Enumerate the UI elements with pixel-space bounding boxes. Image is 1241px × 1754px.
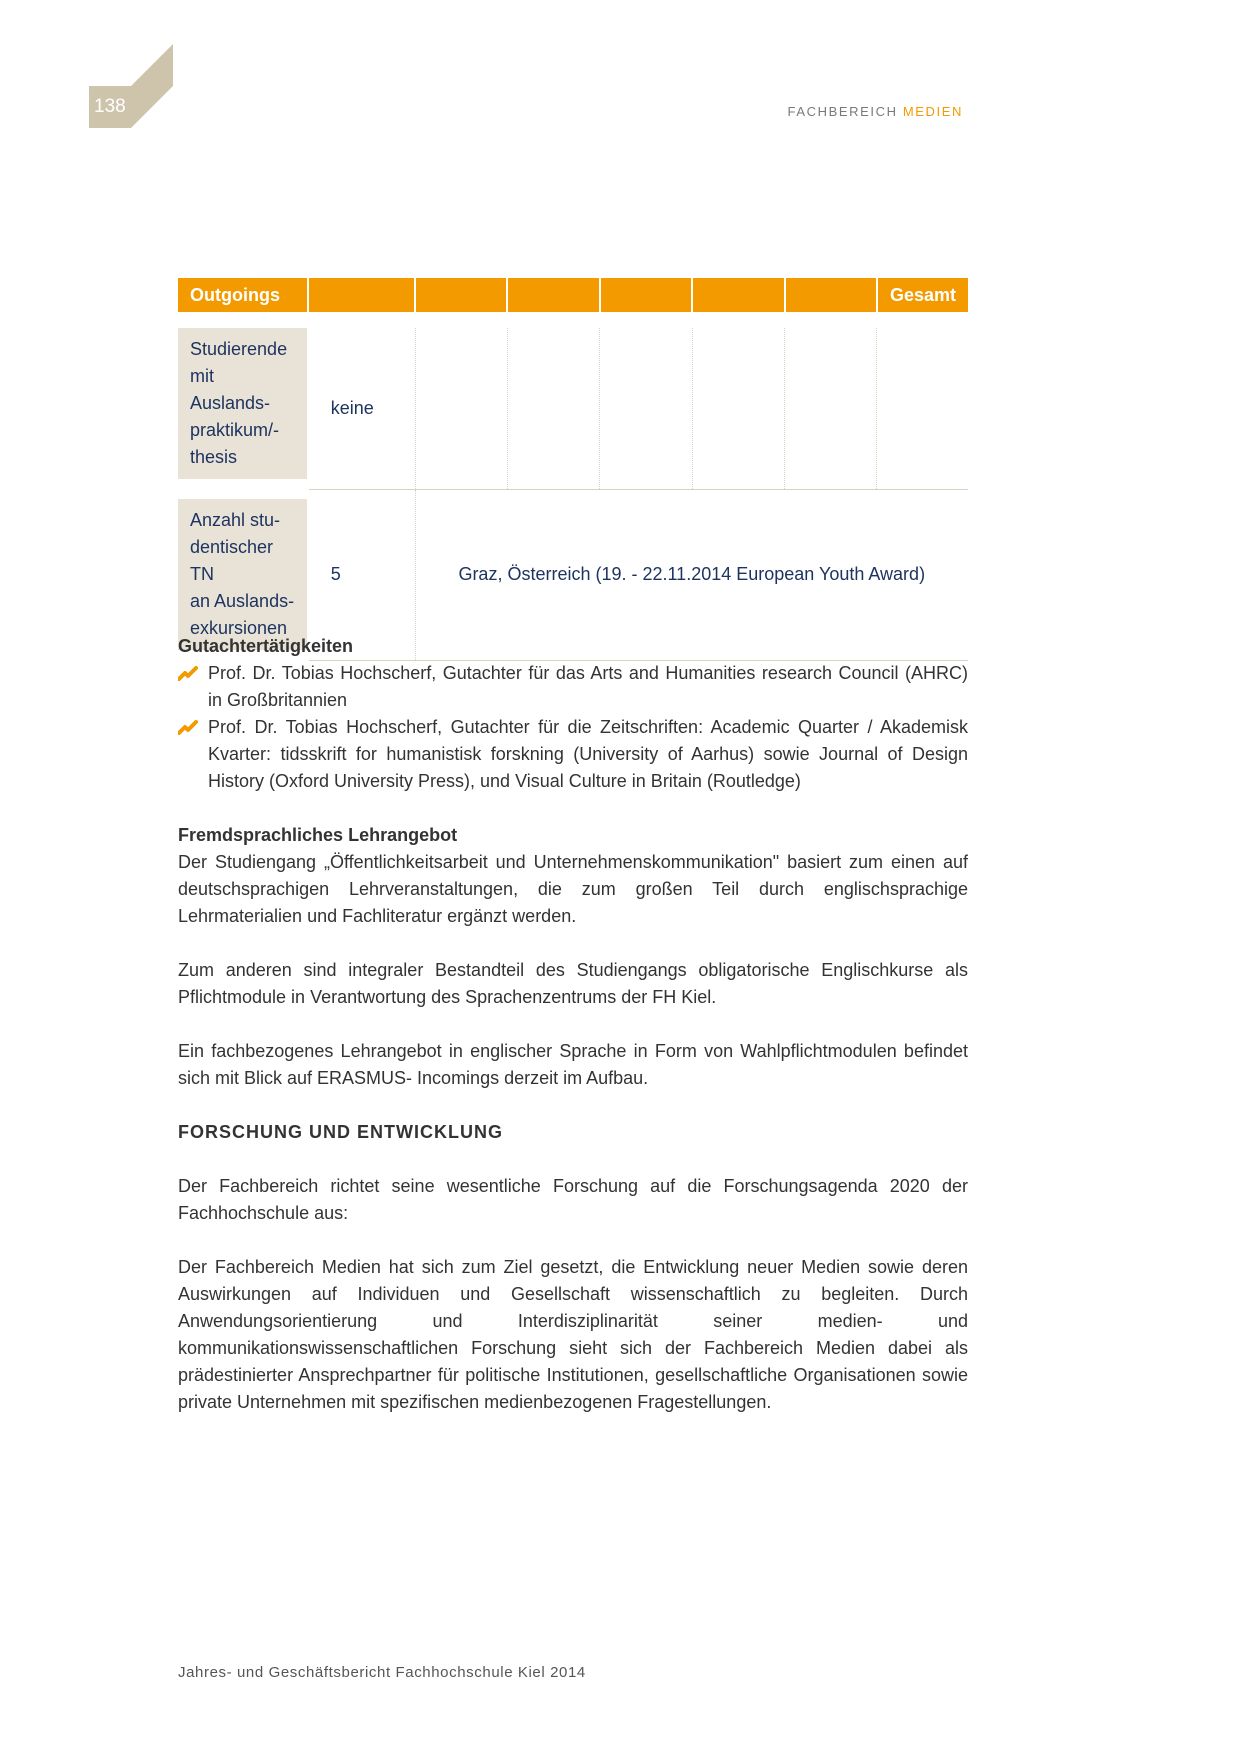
paragraph: Der Studiengang „Öffentlichkeitsarbeit und Unternehmenskommunikation" basiert zum einen auf deutschsprachigen Lehrveranstaltungen, die zum großen Teil durch englischsprachige Lehrmaterialien und Fachliteratur ergänzt werden. bbox=[178, 852, 968, 926]
table-header-cell bbox=[692, 278, 784, 320]
table-cell bbox=[877, 320, 968, 489]
table-header-cell bbox=[600, 278, 692, 320]
row-label-line: praktikum/- bbox=[190, 420, 280, 440]
section-name: MEDIEN bbox=[902, 104, 963, 119]
page-footer: Jahres- und Geschäftsbericht Fachhochschule Kiel 2014 bbox=[178, 1664, 586, 1681]
table-cell bbox=[692, 320, 784, 489]
row-label bbox=[178, 320, 308, 489]
table-header-cell bbox=[785, 278, 877, 320]
row-value: 5 bbox=[308, 489, 415, 660]
forschung-heading: FORSCHUNG UND ENTWICKLUNG bbox=[178, 1122, 503, 1142]
paragraph: Der Fachbereich richtet seine wesentliche Forschung auf die Forschungsagenda 2020 der Fachhochschule aus: bbox=[178, 1176, 968, 1223]
list-item-text: Prof. Dr. Tobias Hochscherf, Gutachter für das Arts and Humanities research Council (AHRC) in Großbritannien bbox=[208, 663, 968, 710]
table-cell bbox=[785, 320, 877, 489]
checkmark-arrow-icon bbox=[178, 719, 198, 735]
table-header-cell bbox=[507, 278, 599, 320]
row-label-line: thesis bbox=[190, 447, 238, 467]
table-header-title: Outgoings bbox=[178, 278, 308, 320]
table-header-total: Gesamt bbox=[877, 278, 968, 320]
outgoings-table bbox=[178, 278, 968, 670]
section-prefix: FACHBEREICH bbox=[787, 104, 898, 119]
list-item-text: Prof. Dr. Tobias Hochscherf, Gutachter für die Zeitschriften: Academic Quarter / Akademisk Kvarter: tidsskrift for humanistisk forskning (University of Aarhus) sowie Journal of Design History (Oxford University Press), und Visual Culture in Britain (Routledge) bbox=[208, 717, 968, 791]
row-label-line: dentischer TN bbox=[190, 537, 274, 584]
table-cell bbox=[507, 320, 599, 489]
gutachter-list bbox=[178, 660, 968, 795]
paragraph: Ein fachbezogenes Lehrangebot in englischer Sprache in Form von Wahlpflichtmodulen befindet sich mit Blick auf ERASMUS- Incomings derzeit im Aufbau. bbox=[178, 1041, 968, 1088]
main-content bbox=[178, 633, 968, 1416]
fremdsprachlich-heading: Fremdsprachliches Lehrangebot bbox=[178, 825, 458, 845]
table-row bbox=[178, 320, 968, 489]
list-item bbox=[178, 714, 968, 795]
checkmark-arrow-icon bbox=[178, 665, 198, 681]
row-label-line: Anzahl stu- bbox=[190, 510, 281, 530]
table-cell bbox=[600, 320, 692, 489]
list-item bbox=[178, 660, 968, 714]
table-cell bbox=[415, 320, 507, 489]
table-header-cell bbox=[308, 278, 415, 320]
row-label-line: mit Auslands- bbox=[190, 366, 271, 413]
page-number: 138 bbox=[94, 96, 126, 117]
paragraph: Der Fachbereich Medien hat sich zum Ziel gesetzt, die Entwicklung neuer Medien sowie deren Auswirkungen auf Individuen und Gesellschaft wissenschaftlich zu begleiten. Durch Anwendungsorientierung und Interdisziplinarität seiner medien- und kommunikationswissenschaftlichen Forschung sieht sich der Fachbereich Medien dabei als prädestinierter Ansprechpartner für politische Institutionen, gesellschaftliche Organisationen sowie private Unternehmen mit spezifischen medienbezogenen Fragestellungen. bbox=[178, 1257, 968, 1412]
row-label-line: exkursionen bbox=[190, 618, 288, 638]
table-header-cell bbox=[415, 278, 507, 320]
row-label-line: an Auslands- bbox=[190, 591, 295, 611]
table-header-row bbox=[178, 278, 968, 320]
row-value: keine bbox=[308, 320, 415, 489]
row-detail: Graz, Österreich (19. - 22.11.2014 European Youth Award) bbox=[415, 489, 968, 660]
gutachter-heading: Gutachtertätigkeiten bbox=[178, 636, 354, 656]
running-header bbox=[788, 104, 963, 119]
row-label-line: Studierende bbox=[190, 339, 288, 359]
paragraph: Zum anderen sind integraler Bestandteil des Studiengangs obligatorische Englischkurse als Pflichtmodule in Verantwortung des Sprachenzentrums der FH Kiel. bbox=[178, 960, 968, 1007]
